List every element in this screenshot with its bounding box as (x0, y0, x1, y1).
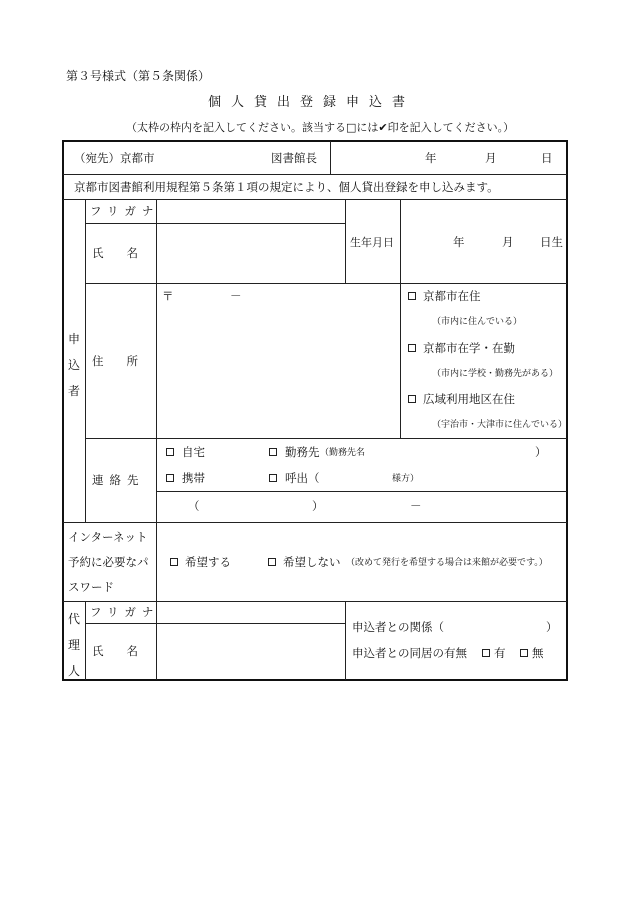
residency-option-label: 京都市在住 (423, 289, 481, 303)
divider (85, 438, 567, 439)
residency-option-label: 京都市在学・在勤 (423, 341, 515, 355)
cohabit-label: 申込者との同居の有無 (352, 646, 467, 660)
divider (63, 601, 567, 602)
cohabit-yes-checkbox[interactable] (482, 649, 490, 657)
agent-section-char: 人 (68, 664, 81, 678)
contact-call-suffix: 様方） (392, 474, 420, 484)
contact-work-checkbox[interactable] (269, 448, 277, 456)
agent-furigana-field[interactable] (162, 606, 342, 620)
form-number: 第３号様式（第５条関係） (66, 69, 211, 83)
birth-day-label: 日生 (540, 235, 563, 249)
contact-work-note: （勤務先名 (320, 448, 366, 458)
contact-home-label: 自宅 (182, 445, 205, 459)
divider (157, 491, 567, 492)
divider (85, 602, 86, 680)
password-not-want-label: 希望しない (283, 555, 341, 569)
agent-section-char: 代 (68, 612, 81, 626)
contact-mobile-checkbox[interactable] (166, 474, 174, 482)
declaration-text: 京都市図書館利用規程第５条第１項の規定により、個人貸出登録を申し込みます。 (74, 180, 499, 194)
furigana-label: フリガナ (90, 204, 160, 218)
password-want-label: 希望する (185, 555, 231, 569)
contact-work-label: 勤務先 (285, 445, 320, 459)
divider (63, 522, 567, 523)
contact-label: 連絡先 (92, 473, 145, 487)
address-label: 住 所 (92, 354, 138, 368)
instruction-text: （太枠の枠内を記入してください。該当する□には✔印を記入してください。） (126, 121, 515, 134)
divider (63, 174, 567, 175)
divider (85, 623, 345, 624)
internet-label-line: 予約に必要なパ (68, 555, 149, 569)
divider (156, 200, 157, 522)
residency-checkbox[interactable] (408, 395, 416, 403)
addressee: （宛先）京都市 (74, 151, 155, 165)
divider (345, 602, 346, 680)
agent-name-field[interactable] (162, 628, 342, 676)
password-note: （改めて発行を希望する場合は来館が必要です。） (346, 558, 548, 568)
password-want-checkbox[interactable] (170, 558, 178, 566)
password-not-want-checkbox[interactable] (268, 558, 276, 566)
applicant-section-char: 申 (68, 332, 81, 346)
agent-furigana-label: フリガナ (90, 605, 160, 619)
name-field[interactable] (162, 230, 342, 276)
agent-name-label: 氏 名 (92, 644, 138, 658)
address-field[interactable] (162, 306, 394, 432)
contact-mobile-label: 携帯 (182, 471, 205, 485)
birthdate-label: 生年月日 (350, 236, 394, 249)
applicant-section-char: 込 (68, 358, 81, 372)
relation-label: 申込者との関係（ (352, 620, 444, 634)
contact-call-checkbox[interactable] (269, 474, 277, 482)
divider (400, 284, 401, 438)
phone-dash: － (410, 499, 422, 513)
divider (400, 200, 401, 283)
contact-work-close: ） (535, 445, 547, 459)
divider (156, 523, 157, 601)
contact-call-label: 呼出（ (285, 471, 320, 485)
agent-section-char: 理 (68, 638, 81, 652)
postal-dash: － (230, 289, 242, 303)
cohabit-no-checkbox[interactable] (520, 649, 528, 657)
divider (85, 283, 567, 284)
applicant-section-char: 者 (68, 384, 81, 398)
divider (330, 141, 331, 174)
page-title: 個人貸出登録申込書 (208, 95, 416, 110)
birth-month-label: 月 (502, 235, 514, 249)
furigana-field[interactable] (162, 206, 342, 220)
internet-label-line: インターネット (68, 530, 148, 544)
cohabit-yes-label: 有 (494, 646, 506, 660)
date-day-label: 日 (541, 151, 553, 165)
phone-open-paren: （ (188, 499, 200, 513)
residency-option-note: （宇治市・大津市に住んでいる） (432, 420, 568, 430)
name-label: 氏 名 (92, 246, 138, 260)
residency-checkbox[interactable] (408, 344, 416, 352)
cohabit-no-label: 無 (532, 646, 544, 660)
relation-close: ） (546, 620, 558, 634)
birth-year-label: 年 (453, 235, 465, 249)
postal-mark: 〒 (162, 289, 174, 303)
date-month-label: 月 (485, 151, 497, 165)
addressee-title: 図書館長 (271, 151, 317, 165)
divider (63, 199, 567, 200)
internet-label-line: スワード (68, 580, 114, 594)
date-year-label: 年 (425, 151, 437, 165)
phone-close-paren: ） (312, 499, 324, 513)
residency-option-note: （市内に学校・勤務先がある） (432, 369, 559, 379)
divider (85, 223, 345, 224)
residency-checkbox[interactable] (408, 292, 416, 300)
residency-option-label: 広域利用地区在住 (423, 392, 515, 406)
divider (85, 200, 86, 522)
divider (345, 200, 346, 283)
residency-option-note: （市内に住んでいる） (432, 317, 523, 327)
contact-home-checkbox[interactable] (166, 448, 174, 456)
